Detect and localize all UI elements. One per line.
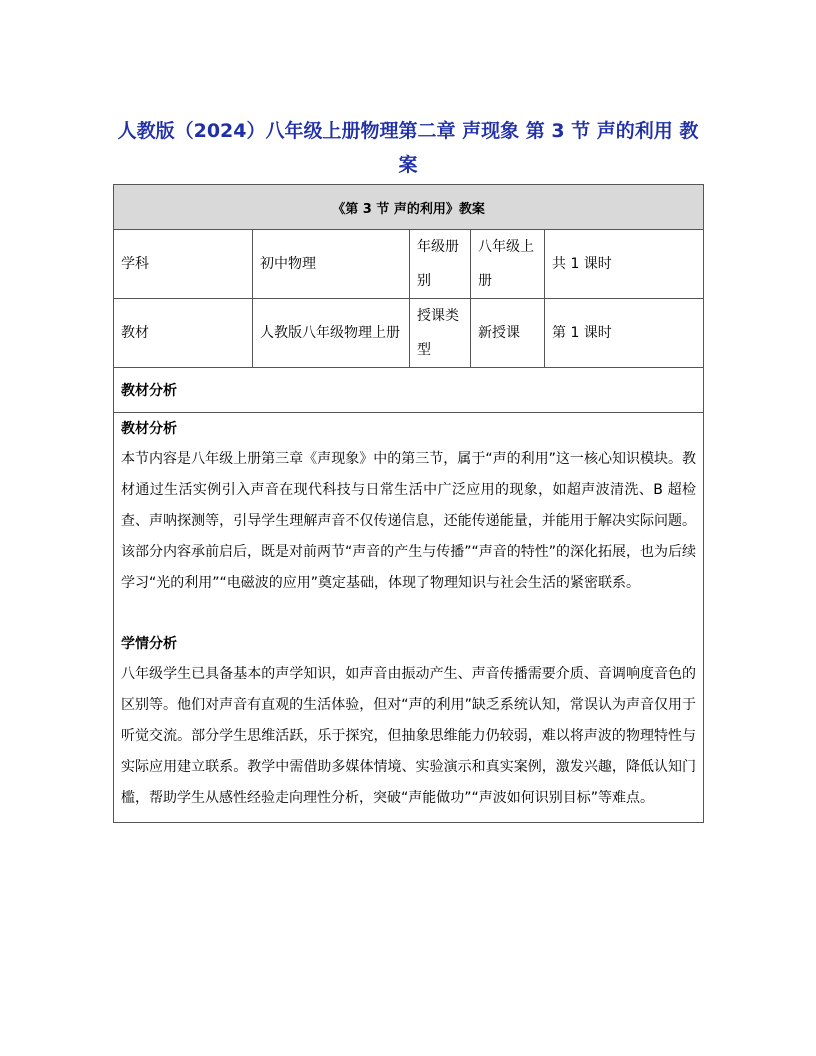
table-row bbox=[114, 230, 704, 299]
textbook-value: 人教版八年级物理上册 bbox=[253, 299, 410, 368]
subject-label: 学科 bbox=[114, 230, 253, 299]
student-analysis-heading: 学情分析 bbox=[121, 636, 177, 652]
table-header: 《第 3 节 声的利用》教案 bbox=[114, 185, 704, 230]
textbook-analysis-heading: 教材分析 bbox=[121, 421, 177, 437]
textbook-analysis-text: 本节内容是八年级上册第三章《声现象》中的第三节，属于“声的利用”这一核心知识模块。教材通过生活实例引入声音在现代科技与日常生活中广泛应用的现象，如超声波清洗、B 超检查、声呐探测等，引导学生理解声音不仅传递信息，还能传递能量，并能用于解决实际问题。该部分内容承前启后，既是对前两节“声音的产生与传播”“声音的特性”的深化拓展，也为后续学习“光的利用”“电磁波的应用”奠定基础，体现了物理知识与社会生活的紧密联系。 bbox=[121, 451, 697, 591]
section-heading: 教材分析 bbox=[114, 368, 704, 413]
textbook-label: 教材 bbox=[114, 299, 253, 368]
total-hours: 共 1 课时 bbox=[545, 230, 704, 299]
grade-value: 八年级上册 bbox=[471, 230, 545, 299]
lesson-plan-table bbox=[113, 184, 704, 823]
lesson-number: 第 1 课时 bbox=[545, 299, 704, 368]
grade-label: 年级册别 bbox=[410, 230, 471, 299]
document-title: 人教版（2024）八年级上册物理第二章 声现象 第 3 节 声的利用 教案 bbox=[117, 120, 699, 176]
lesson-type-label: 授课类型 bbox=[410, 299, 471, 368]
lesson-type-value: 新授课 bbox=[471, 299, 545, 368]
student-analysis-text: 八年级学生已具备基本的声学知识，如声音由振动产生、声音传播需要介质、音调响度音色的区别等。他们对声音有直观的生活体验，但对“声的利用”缺乏系统认知，常误认为声音仅用于听觉交流。部分学生思维活跃，乐于探究，但抽象思维能力仍较弱，难以将声波的物理特性与实际应用建立联系。教学中需借助多媒体情境、实验演示和真实案例，激发兴趣，降低认知门槛，帮助学生从感性经验走向理性分析，突破“声能做功”“声波如何识别目标”等难点。 bbox=[121, 666, 697, 806]
subject-value: 初中物理 bbox=[253, 230, 410, 299]
table-row bbox=[114, 299, 704, 368]
analysis-content bbox=[114, 413, 704, 823]
